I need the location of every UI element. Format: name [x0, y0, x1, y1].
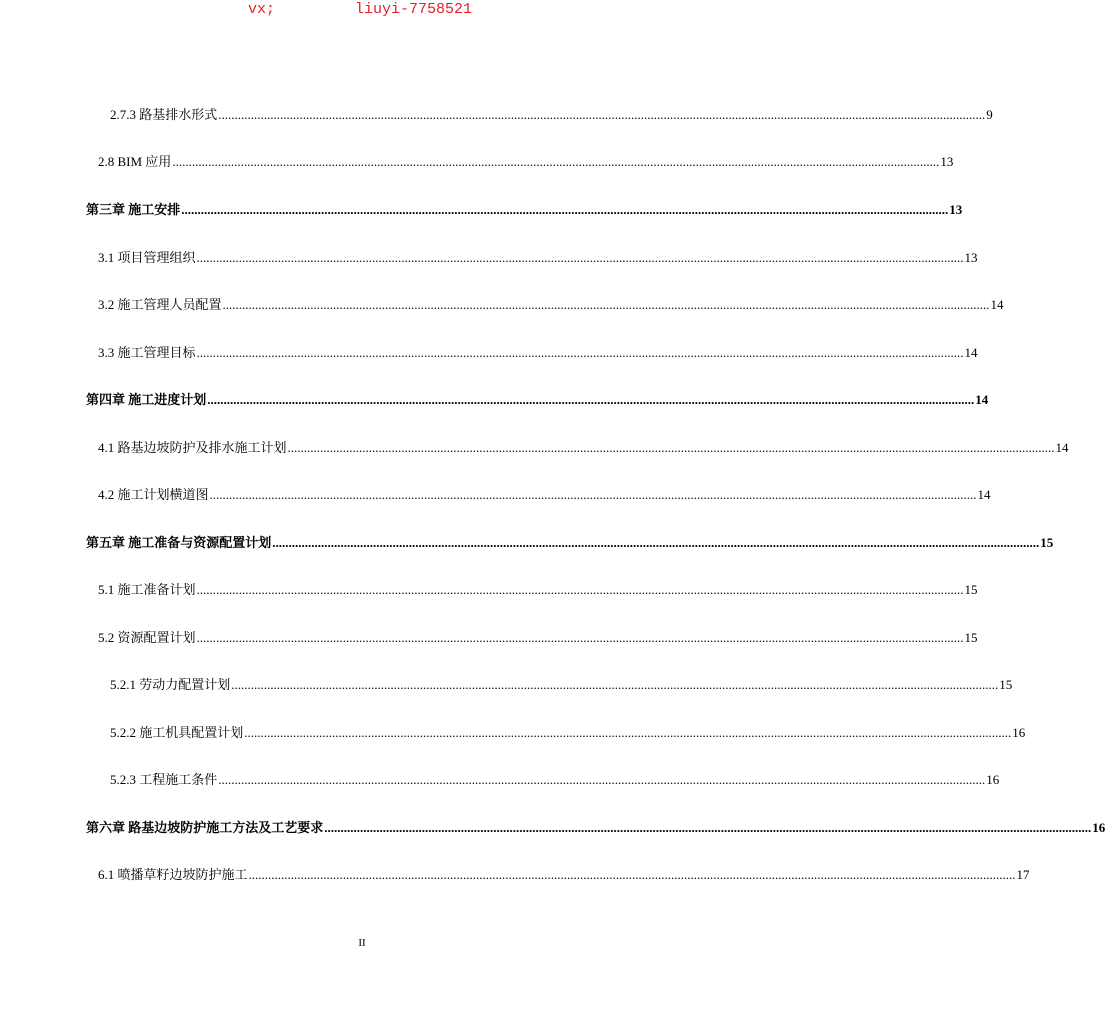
toc-entry-chapter[interactable]: [86, 202, 963, 218]
toc-entry-page: 15: [964, 630, 978, 645]
toc-entry-title: 4.1 路基边坡防护及排水施工计划: [98, 440, 287, 455]
toc-entry-page: 17: [1016, 867, 1030, 882]
toc-entry-page: 13: [964, 250, 978, 265]
toc-entry-title: 5.2.2 施工机具配置计划: [110, 725, 244, 740]
toc-dot-leader: ............................................................................................................................................................................................................................................: [181, 202, 949, 217]
toc-entry[interactable]: [98, 297, 1004, 313]
toc-dot-leader: ............................................................................................................................................................................................................................................: [196, 582, 964, 597]
toc-entry[interactable]: [98, 345, 978, 361]
toc-entry-title: 第四章 施工进度计划: [86, 392, 207, 407]
toc-dot-leader: ............................................................................................................................................................................................................................................: [196, 345, 964, 360]
toc-dot-leader: ............................................................................................................................................................................................................................................: [287, 440, 1055, 455]
toc-entry-title: 4.2 施工计划横道图: [98, 487, 209, 502]
toc-entry[interactable]: [98, 250, 978, 266]
toc-dot-leader: ............................................................................................................................................................................................................................................: [244, 725, 1012, 740]
toc-entry-page: 14: [1055, 440, 1069, 455]
toc-entry[interactable]: [110, 772, 1000, 788]
toc-entry-title: 6.1 喷播草籽边坡防护施工: [98, 867, 248, 882]
toc-entry[interactable]: [98, 154, 954, 170]
watermark-left: vx;: [248, 1, 276, 18]
toc-entry-chapter[interactable]: [86, 392, 989, 408]
toc-entry-page: 14: [977, 487, 991, 502]
toc-dot-leader: ............................................................................................................................................................................................................................................: [172, 154, 940, 169]
toc-dot-leader: ............................................................................................................................................................................................................................................: [248, 867, 1016, 882]
toc-entry-page: 16: [1012, 725, 1026, 740]
toc-entry-page: 13: [949, 202, 963, 217]
toc-entry-title: 5.1 施工准备计划: [98, 582, 196, 597]
toc-entry[interactable]: [98, 582, 978, 598]
watermark-header: [0, 0, 724, 22]
toc-entry-chapter[interactable]: [86, 535, 1054, 551]
toc-entry-title: 5.2.3 工程施工条件: [110, 772, 218, 787]
toc-entry-page: 15: [964, 582, 978, 597]
toc-entry-page: 9: [986, 107, 993, 122]
toc-dot-leader: ............................................................................................................................................................................................................................................: [272, 535, 1040, 550]
toc-entry[interactable]: [98, 867, 1030, 883]
toc-entry-title: 3.3 施工管理目标: [98, 345, 196, 360]
toc-entry-page: 14: [990, 297, 1004, 312]
toc-entry-title: 3.1 项目管理组织: [98, 250, 196, 265]
toc-entry-page: 15: [1040, 535, 1054, 550]
toc-dot-leader: ............................................................................................................................................................................................................................................: [218, 772, 986, 787]
toc-entry-page: 15: [999, 677, 1013, 692]
toc-entry-title: 2.7.3 路基排水形式: [110, 107, 218, 122]
toc-entry-title: 第六章 路基边坡防护施工方法及工艺要求: [86, 820, 324, 835]
toc-dot-leader: ............................................................................................................................................................................................................................................: [207, 392, 975, 407]
toc-dot-leader: ............................................................................................................................................................................................................................................: [231, 677, 999, 692]
toc-entry-page: 14: [975, 392, 989, 407]
toc-entry-page: 14: [964, 345, 978, 360]
toc-entry[interactable]: [98, 487, 991, 503]
toc-entry-title: 5.2 资源配置计划: [98, 630, 196, 645]
toc-dot-leader: ............................................................................................................................................................................................................................................: [218, 107, 986, 122]
toc-entry-chapter[interactable]: [86, 820, 1105, 836]
toc-entry-page: 16: [1092, 820, 1105, 835]
watermark-right: liuyi-7758521: [355, 1, 473, 18]
toc-dot-leader: ............................................................................................................................................................................................................................................: [196, 250, 964, 265]
toc-entry[interactable]: [110, 725, 1026, 741]
toc-entry[interactable]: [98, 630, 978, 646]
toc-entry-page: 16: [986, 772, 1000, 787]
toc-entry[interactable]: [98, 440, 1069, 456]
toc-entry-title: 5.2.1 劳动力配置计划: [110, 677, 231, 692]
toc-entry-title: 第三章 施工安排: [86, 202, 181, 217]
toc-entry-page: 13: [940, 154, 954, 169]
toc-dot-leader: ............................................................................................................................................................................................................................................: [209, 487, 977, 502]
toc-entry-title: 3.2 施工管理人员配置: [98, 297, 222, 312]
toc-entry[interactable]: [110, 677, 1013, 693]
toc-dot-leader: ............................................................................................................................................................................................................................................: [324, 820, 1092, 835]
toc-entry-title: 2.8 BIM 应用: [98, 154, 172, 169]
page-number-footer: II: [358, 937, 366, 949]
toc-dot-leader: ............................................................................................................................................................................................................................................: [196, 630, 964, 645]
toc-entry[interactable]: [110, 107, 993, 123]
toc-entry-title: 第五章 施工准备与资源配置计划: [86, 535, 272, 550]
toc-dot-leader: ............................................................................................................................................................................................................................................: [222, 297, 990, 312]
